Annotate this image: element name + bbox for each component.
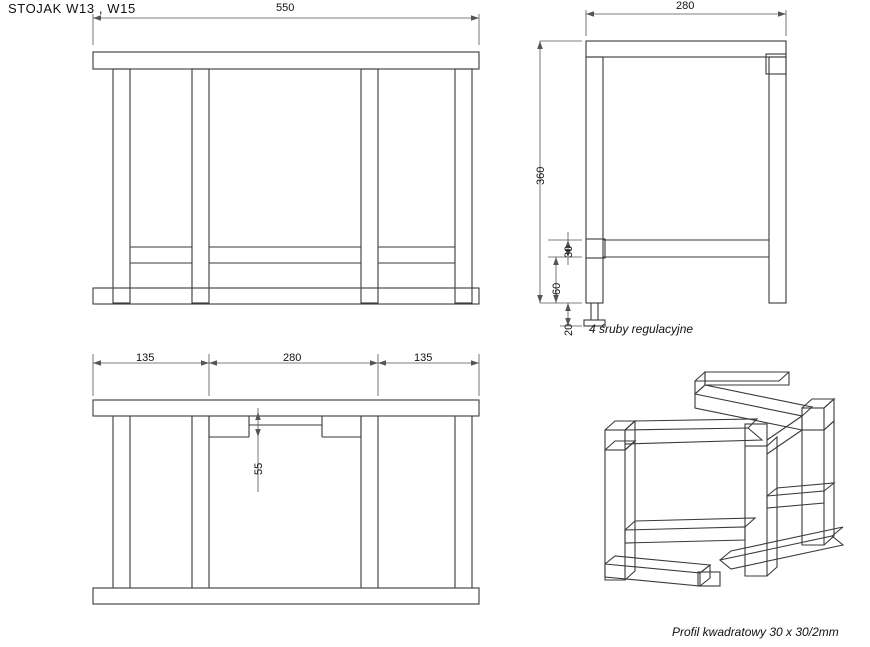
side-elevation-geometry [584,41,786,326]
side-dim-30-label: 30 [563,245,575,258]
side-dim-60-label: 60 [551,282,563,295]
top-dim-55 [255,408,261,492]
top-plan-geometry [93,400,479,604]
drawing-title: STOJAK W13 , W15 [8,1,136,16]
side-dim-360-label: 360 [535,166,547,185]
profile-note: Profil kwadratowy 30 x 30/2mm [672,625,839,639]
top-dim-135-right-label: 135 [414,352,433,364]
front-dim-550-label: 550 [276,2,295,14]
side-dim-20-label: 20 [563,323,575,336]
side-dim-280 [586,10,786,36]
side-dim-60 [553,257,559,303]
top-dim-135-left-label: 135 [136,352,155,364]
isometric-view-geometry [605,372,843,586]
top-dim-280-label: 280 [283,352,302,364]
side-dim-280-label: 280 [676,0,695,12]
front-dim-550 [93,14,479,45]
side-dim-20 [565,303,571,326]
adjuster-note: 4 śruby regulacyjne [589,322,694,336]
top-dim-55-label: 55 [253,462,265,475]
front-elevation-geometry [93,52,479,304]
